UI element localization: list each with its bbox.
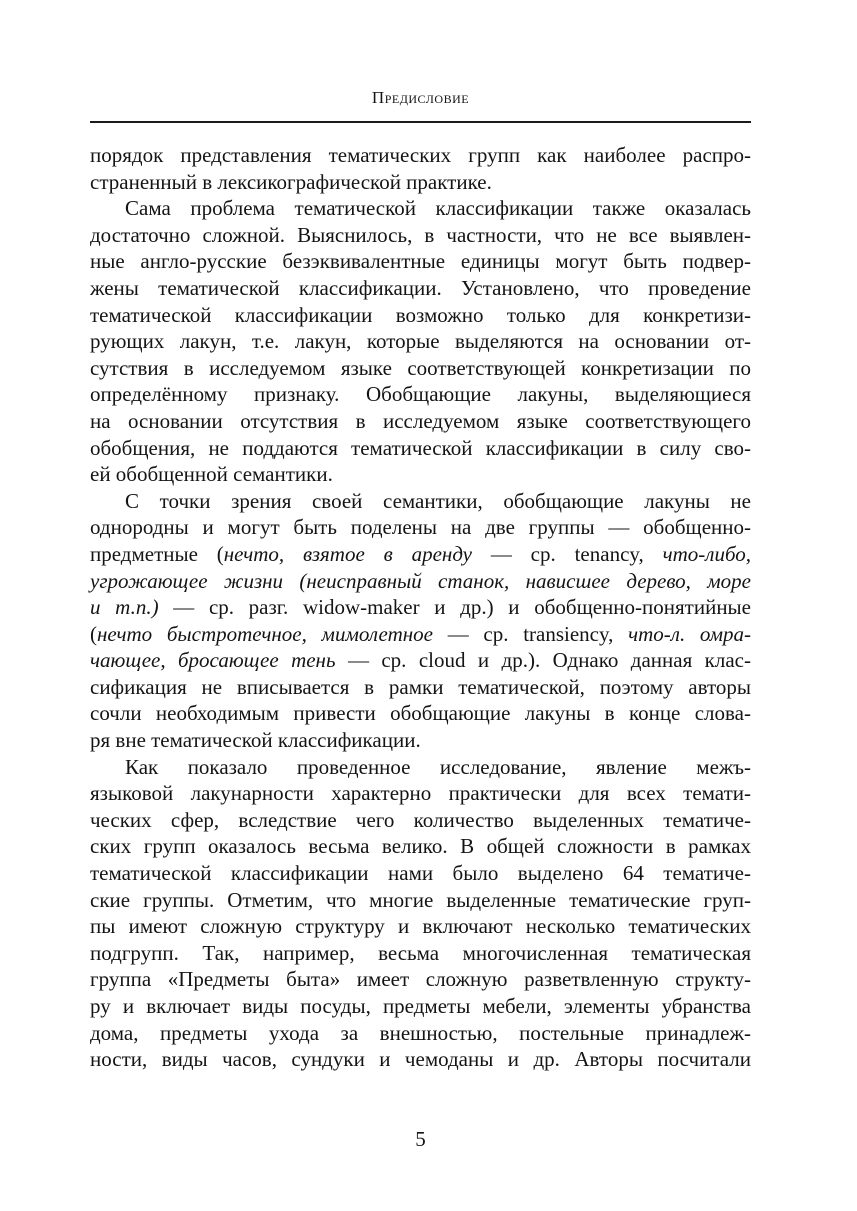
text-line: группа «Предметы быта» имеет сложную разветвленную структу- xyxy=(90,967,751,992)
text-line: С точки зрения своей семантики, обобщающие лакуны не xyxy=(125,488,751,513)
italic-segment: и т.п.) xyxy=(90,595,159,620)
text-segment: — ср. tenancy, xyxy=(472,541,663,566)
italic-segment: нечто быстротечное, мимолетное xyxy=(97,621,433,646)
text-line: на основании отсутствия в исследуемом языке соответствующего xyxy=(90,408,751,433)
text-line: ру и включает виды посуды, предметы мебели, элементы убранства xyxy=(90,994,751,1018)
text-line: однородны и могут быть поделены на две группы — обобщенно- xyxy=(90,515,751,540)
text-line: ских групп оказалось весьма велико. В общей сложности в рамках xyxy=(90,834,751,859)
text-line: обобщения, не поддаются тематической классификации в силу сво- xyxy=(90,435,751,460)
text-line: пы имеют сложную структуру и включают несколько тематических xyxy=(90,914,751,939)
text-segment: — ср. transiency, xyxy=(432,621,629,646)
text-line: определённому признаку. Обобщающие лакуны, выделяющиеся xyxy=(90,382,751,407)
text-line: ские группы. Отметим, что многие выделенные тематические груп- xyxy=(90,887,751,912)
text-line: страненный в лексикографической практике. xyxy=(90,169,492,194)
text-line xyxy=(90,594,751,621)
text-line: ности, виды часов, сундуки и чемоданы и др. Авторы посчитали xyxy=(90,1047,751,1072)
text-segment: — ср. разг. widow-maker и др.) и обобщенно-понятийные xyxy=(158,595,751,620)
text-line: достаточно сложной. Выяснилось, в частности, что не все выявлен- xyxy=(90,222,751,247)
text-line xyxy=(90,568,751,595)
text-line: ей обобщенной семантики. xyxy=(90,462,333,487)
text-segment: — ср. cloud и др.). Однако данная клас- xyxy=(335,648,751,673)
italic-segment: что-либо, xyxy=(662,541,751,566)
text-line: языковой лакунарности характерно практически для всех темати- xyxy=(90,781,751,806)
text-line: порядок представления тематических групп как наиболее распро- xyxy=(90,143,751,167)
text-line: Сама проблема тематической классификации также оказалась xyxy=(125,196,751,221)
text-line: дома, предметы ухода за внешностью, постельные принадлеж- xyxy=(90,1020,751,1045)
page-number: 5 xyxy=(415,1127,426,1151)
text-line xyxy=(90,647,751,674)
text-segment: ( xyxy=(90,621,97,646)
italic-segment: нечто, взятое в аренду xyxy=(223,541,472,566)
text-line: Как показало проведенное исследование, явление межъ- xyxy=(125,754,751,779)
text-line xyxy=(90,541,751,568)
text-line xyxy=(90,621,751,648)
text-line: сочли необходимым привести обобщающие лакуны в конце слова- xyxy=(90,701,751,726)
text-line: рующих лакун, т.е. лакун, которые выделяются на основании от- xyxy=(90,329,751,354)
italic-segment: угрожающее жизни (неисправный станок, нависшее дерево, море xyxy=(90,568,751,593)
text-line: сификация не вписывается в рамки тематической, поэтому авторы xyxy=(90,674,751,699)
body-text xyxy=(90,142,751,1073)
italic-segment: чающее, бросающее тень xyxy=(90,648,336,673)
text-line: жены тематической классификации. Установлено, что проведение xyxy=(90,275,751,300)
italic-segment: что-л. омра- xyxy=(628,621,752,646)
text-line: ческих сфер, вследствие чего количество выделенных тематиче- xyxy=(90,807,751,832)
text-line: тематической классификации нами было выделено 64 тематиче- xyxy=(90,861,751,886)
text-line: тематической классификации возможно только для конкретизи- xyxy=(90,302,751,327)
text-line: сутствия в исследуемом языке соответствующей конкретизации по xyxy=(90,355,751,380)
text-line: ря вне тематической классификации. xyxy=(90,728,421,753)
header-rule xyxy=(90,121,751,123)
text-line: подгрупп. Так, например, весьма многочисленная тематическая xyxy=(90,940,751,965)
text-line: ные англо-русские безэквивалентные единицы могут быть подвер- xyxy=(90,249,751,274)
text-segment: предметные ( xyxy=(90,541,224,566)
running-header: Предисловие xyxy=(371,88,470,107)
